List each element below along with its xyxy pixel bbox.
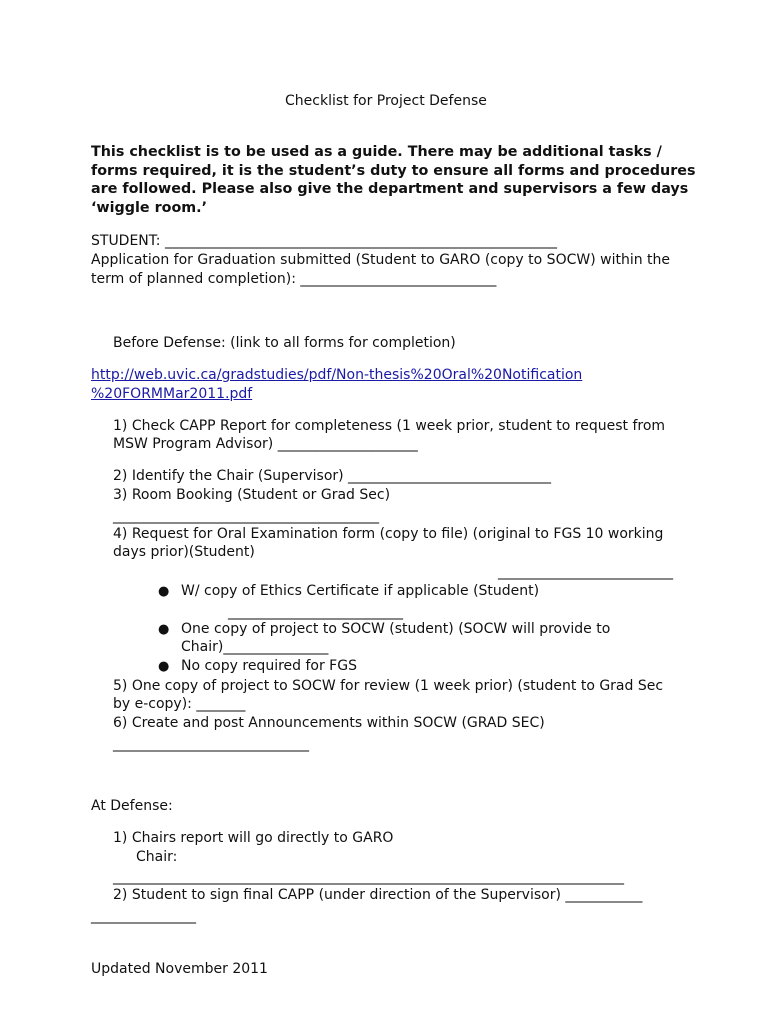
intro-line-4: ‘wiggle room.’ — [91, 200, 208, 216]
document-title: Checklist for Project Defense — [285, 93, 487, 109]
item-4-blank: _________________________ — [498, 564, 673, 580]
item-6-blank: ____________________________ — [113, 736, 309, 752]
item-5-line-1: 5) One copy of project to SOCW for review (1 week prior) (student to Grad Sec — [113, 678, 664, 694]
bullet-2: One copy of project to SOCW (student) (SOCW will provide to — [181, 621, 611, 637]
before-defense-heading: Before Defense: (link to all forms for completion) — [113, 335, 456, 351]
graduation-line-2: term of planned completion): ____________________________ — [91, 271, 497, 287]
defense-item-1: 1) Chairs report will go directly to GARO — [113, 830, 394, 846]
item-1-line-2: MSW Program Advisor) ____________________ — [113, 436, 418, 452]
bullet-icon: ● — [158, 622, 170, 637]
footer-updated: Updated November 2011 — [91, 961, 268, 977]
intro-line-1: This checklist is to be used as a guide. There may be additional tasks / — [91, 144, 662, 160]
item-2: 2) Identify the Chair (Supervisor) _____________________________ — [113, 468, 552, 484]
item-1-line-1: 1) Check CAPP Report for completeness (1 week prior, student to request from — [113, 418, 666, 434]
defense-item-2: 2) Student to sign final CAPP (under direction of the Supervisor) ___________ — [113, 887, 643, 903]
at-defense-heading: At Defense: — [91, 798, 173, 814]
graduation-line-1: Application for Graduation submitted (Student to GARO (copy to SOCW) within the — [91, 252, 671, 268]
bullet-icon: ● — [158, 659, 170, 674]
defense-chair-label: Chair: — [136, 849, 178, 865]
forms-link-continued[interactable]: %20FORMMar2011.pdf — [91, 386, 253, 402]
item-4-line-2: days prior)(Student) — [113, 544, 255, 560]
item-4-line-1: 4) Request for Oral Examination form (copy to file) (original to FGS 10 working — [113, 526, 664, 542]
item-5-line-2: by e-copy): _______ — [113, 696, 246, 712]
item-3: 3) Room Booking (Student or Grad Sec) — [113, 487, 391, 503]
intro-line-2: forms required, it is the student’s duty to ensure all forms and procedures — [91, 163, 696, 179]
bullet-1-blank: _________________________ — [228, 604, 403, 620]
bullet-3: No copy required for FGS — [181, 658, 357, 674]
bullet-1: W/ copy of Ethics Certificate if applicable (Student) — [181, 583, 540, 599]
bullet-2-line-2: Chair)_______________ — [181, 639, 329, 655]
bullet-icon: ● — [158, 584, 170, 599]
item-3-blank: ______________________________________ — [113, 508, 379, 524]
item-6: 6) Create and post Announcements within SOCW (GRAD SEC) — [113, 715, 545, 731]
forms-link[interactable]: http://web.uvic.ca/gradstudies/pdf/Non-thesis%20Oral%20Notification — [91, 367, 583, 383]
intro-line-3: are followed. Please also give the department and supervisors a few days — [91, 181, 689, 197]
defense-item-2-blank: _______________ — [91, 908, 196, 924]
defense-chair-blank: _________________________________________________________________________ — [113, 869, 624, 885]
student-field: STUDENT: ________________________________________________________ — [91, 233, 557, 249]
